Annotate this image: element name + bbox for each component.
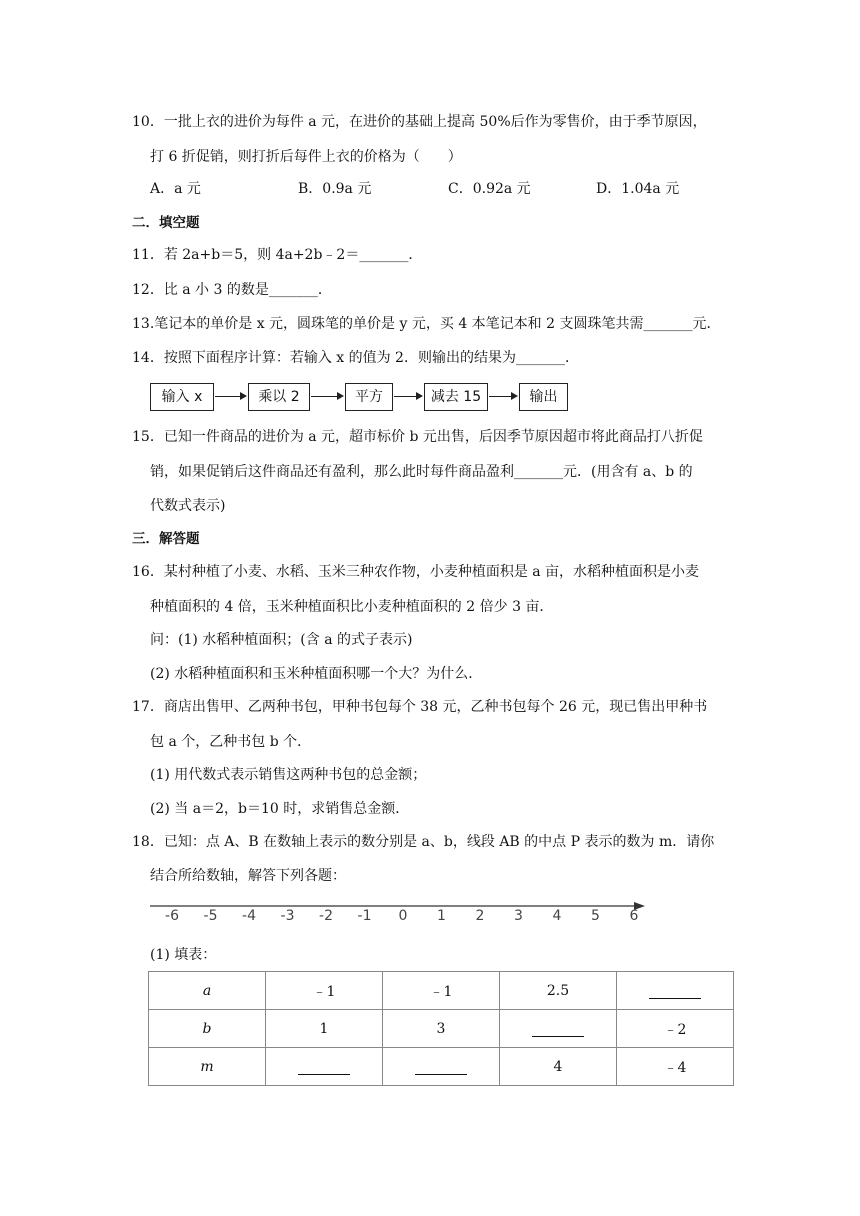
table-cell: ﹣1: [383, 972, 500, 1010]
table-row: [149, 1010, 734, 1048]
number-line-label: 6: [629, 908, 639, 924]
q14: 14．按照下面程序计算：若输入 x 的值为 2．则输出的结果为_______．: [132, 350, 579, 366]
answer-blank: [298, 1060, 350, 1075]
table-row: [149, 972, 734, 1010]
flow-box-subtract: 减去 15: [424, 383, 488, 411]
number-line-label: -4: [242, 908, 256, 924]
flow-box-square: 平方: [345, 383, 393, 411]
arrow-icon: [215, 396, 245, 397]
table-row-header: m: [149, 1048, 266, 1086]
q16-line3: 问：(1) 水稻种植面积；(含 a 的式子表示): [150, 632, 413, 648]
table-cell: 1: [266, 1010, 383, 1048]
q18-line3: (1) 填表：: [150, 947, 217, 963]
table-row: [149, 1048, 734, 1086]
number-line-label: 3: [514, 908, 523, 924]
q16-line2: 种植面积的 4 倍，玉米种植面积比小麦种植面积的 2 倍少 3 亩．: [150, 599, 554, 615]
number-line-label: 5: [591, 908, 600, 924]
number-line-label: -5: [203, 908, 218, 924]
table-cell: ﹣4: [617, 1048, 734, 1086]
q10-line1: 10．一批上衣的进价为每件 a 元，在进价的基础上提高 50%后作为零售价，由于季节原因，: [132, 114, 707, 130]
q13: 13.笔记本的单价是 x 元，圆珠笔的单价是 y 元，买 4 本笔记本和 2 支圆珠笔共需_______元．: [132, 316, 721, 332]
section-heading-solutions: 三．解答题: [132, 531, 200, 547]
arrow-icon: [394, 396, 421, 397]
q16-line1: 16．某村种植了小麦、水稻、玉米三种农作物，小麦种植面积是 a 亩，水稻种植面积是小麦: [132, 564, 700, 580]
flow-box-output: 输出: [519, 383, 568, 411]
number-line-label: -3: [280, 908, 295, 924]
answer-blank: [532, 1022, 584, 1037]
program-flowchart: [150, 383, 580, 413]
number-line-label: 1: [437, 908, 446, 924]
table-row-header: b: [149, 1010, 266, 1048]
q17-line4: (2) 当 a＝2，b＝10 时，求销售总金额．: [150, 801, 410, 817]
q10-option-c: C．0.92a 元: [448, 181, 531, 197]
number-line-label: 0: [398, 908, 408, 924]
q17-line1: 17．商店出售甲、乙两种书包，甲种书包每个 38 元，乙种书包每个 26 元，现已售出甲种书: [132, 699, 708, 715]
q11: 11．若 2a+b＝5，则 4a+2b﹣2＝_______．: [132, 247, 423, 263]
number-line-label: -2: [319, 908, 333, 924]
q10-line2: 打 6 折促销，则打折后每件上衣的价格为（ ）: [150, 149, 462, 165]
table-cell: 3: [383, 1010, 500, 1048]
q17-line3: (1) 用代数式表示销售这两种书包的总金额；: [150, 767, 427, 783]
q15-line2: 销，如果促销后这件商品还有盈利，那么此时每件商品盈利_______元．(用含有 a、b 的: [150, 464, 693, 480]
q15-line3: 代数式表示): [150, 498, 226, 514]
table-cell: ﹣1: [266, 972, 383, 1010]
q18-line1: 18．已知：点 A、B 在数轴上表示的数分别是 a、b，线段 AB 的中点 P 表示的数为 m．请你: [132, 834, 715, 850]
q16-line4: (2) 水稻种植面积和玉米种植面积哪一个大？为什么．: [150, 666, 483, 682]
q18-line2: 结合所给数轴，解答下列各题：: [150, 868, 346, 884]
q15-line1: 15．已知一件商品的进价为 a 元，超市标价 b 元出售，后因季节原因超市将此商品打八折促: [132, 429, 703, 445]
table-cell: [617, 972, 734, 1010]
answer-blank: [649, 984, 701, 999]
number-line: [148, 900, 648, 930]
q10-option-a: A．a 元: [150, 181, 201, 197]
flow-box-multiply: 乘以 2: [248, 383, 310, 411]
table-cell: [383, 1048, 500, 1086]
table-row-header: a: [149, 972, 266, 1010]
fill-table: [148, 971, 734, 1086]
arrow-icon: [489, 396, 516, 397]
number-line-label: 2: [475, 908, 485, 924]
table-cell: [500, 1010, 617, 1048]
q10-option-d: D．1.04a 元: [596, 181, 680, 197]
q12: 12．比 a 小 3 的数是_______．: [132, 282, 332, 298]
arrow-icon: [311, 396, 342, 397]
section-heading-fill-in: 二．填空题: [132, 215, 200, 231]
answer-blank: [415, 1060, 467, 1075]
number-line-label: -6: [165, 908, 179, 924]
table-cell: 2.5: [500, 972, 617, 1010]
number-line-label: -1: [357, 908, 372, 924]
flow-box-input: 输入 x: [150, 383, 214, 411]
table-cell: ﹣2: [617, 1010, 734, 1048]
q17-line2: 包 a 个，乙种书包 b 个．: [150, 734, 312, 750]
table-cell: 4: [500, 1048, 617, 1086]
q10-option-b: B．0.9a 元: [298, 181, 372, 197]
number-line-label: 4: [552, 908, 562, 924]
table-cell: [266, 1048, 383, 1086]
